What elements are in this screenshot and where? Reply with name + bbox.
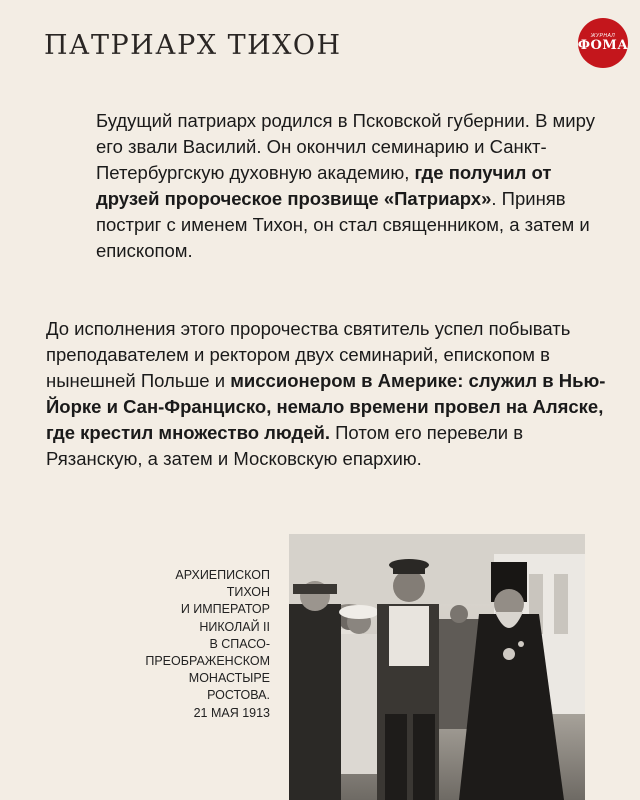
photo-illustration	[289, 534, 585, 800]
paragraph-missions-text: До исполнения этого пророчества святитель успел побывать преподавателем и ректором двух семинарий, епископом в нынешней Польше и	[46, 318, 571, 391]
paragraph-intro	[96, 108, 616, 264]
caption-line: РОСТОВА.	[207, 688, 270, 703]
historical-photo	[289, 534, 585, 800]
photo-caption	[110, 567, 270, 722]
paragraph-intro-text: Будущий патриарх родился в Псковской губернии. В миру его звали Василий. Он окончил семинарию и Санкт-Петербургскую духовную академию,	[96, 110, 595, 183]
caption-line: ТИХОН	[226, 585, 270, 600]
page-title: ПАТРИАРХ ТИХОН	[44, 30, 342, 61]
foma-logo	[578, 18, 628, 68]
caption-line: 21 МАЯ 1913	[193, 705, 270, 720]
logo-caption: ЖУРНАЛ	[590, 33, 616, 39]
caption-line: ПРЕОБРАЖЕНСКОМ	[145, 654, 270, 669]
caption-line: НИКОЛАЙ II	[199, 619, 270, 634]
caption-line: МОНАСТЫРЕ	[188, 671, 270, 686]
caption-line: И ИМПЕРАТОР	[180, 602, 270, 617]
logo-name: ФОМА	[577, 38, 629, 53]
paragraph-intro-tail: . Приняв постриг с именем Тихон, он стал священником, а затем и епископом.	[96, 188, 590, 261]
paragraph-intro-emphasis: где получил от друзей пророческое прозвище «Патриарх»	[96, 162, 552, 209]
caption-line: В СПАСО-	[209, 636, 270, 651]
paragraph-missions-tail: Потом его перевели в Рязанскую, а затем и Московскую епархию.	[46, 422, 524, 469]
paragraph-missions-emphasis: миссионером в Америке: служил в Нью-Йорке и Сан-Франциско, немало времени провел на Аляске, где крестил множество людей.	[46, 370, 606, 443]
paragraph-missions	[46, 316, 621, 472]
caption-line: АРХИЕПИСКОП	[175, 568, 270, 582]
